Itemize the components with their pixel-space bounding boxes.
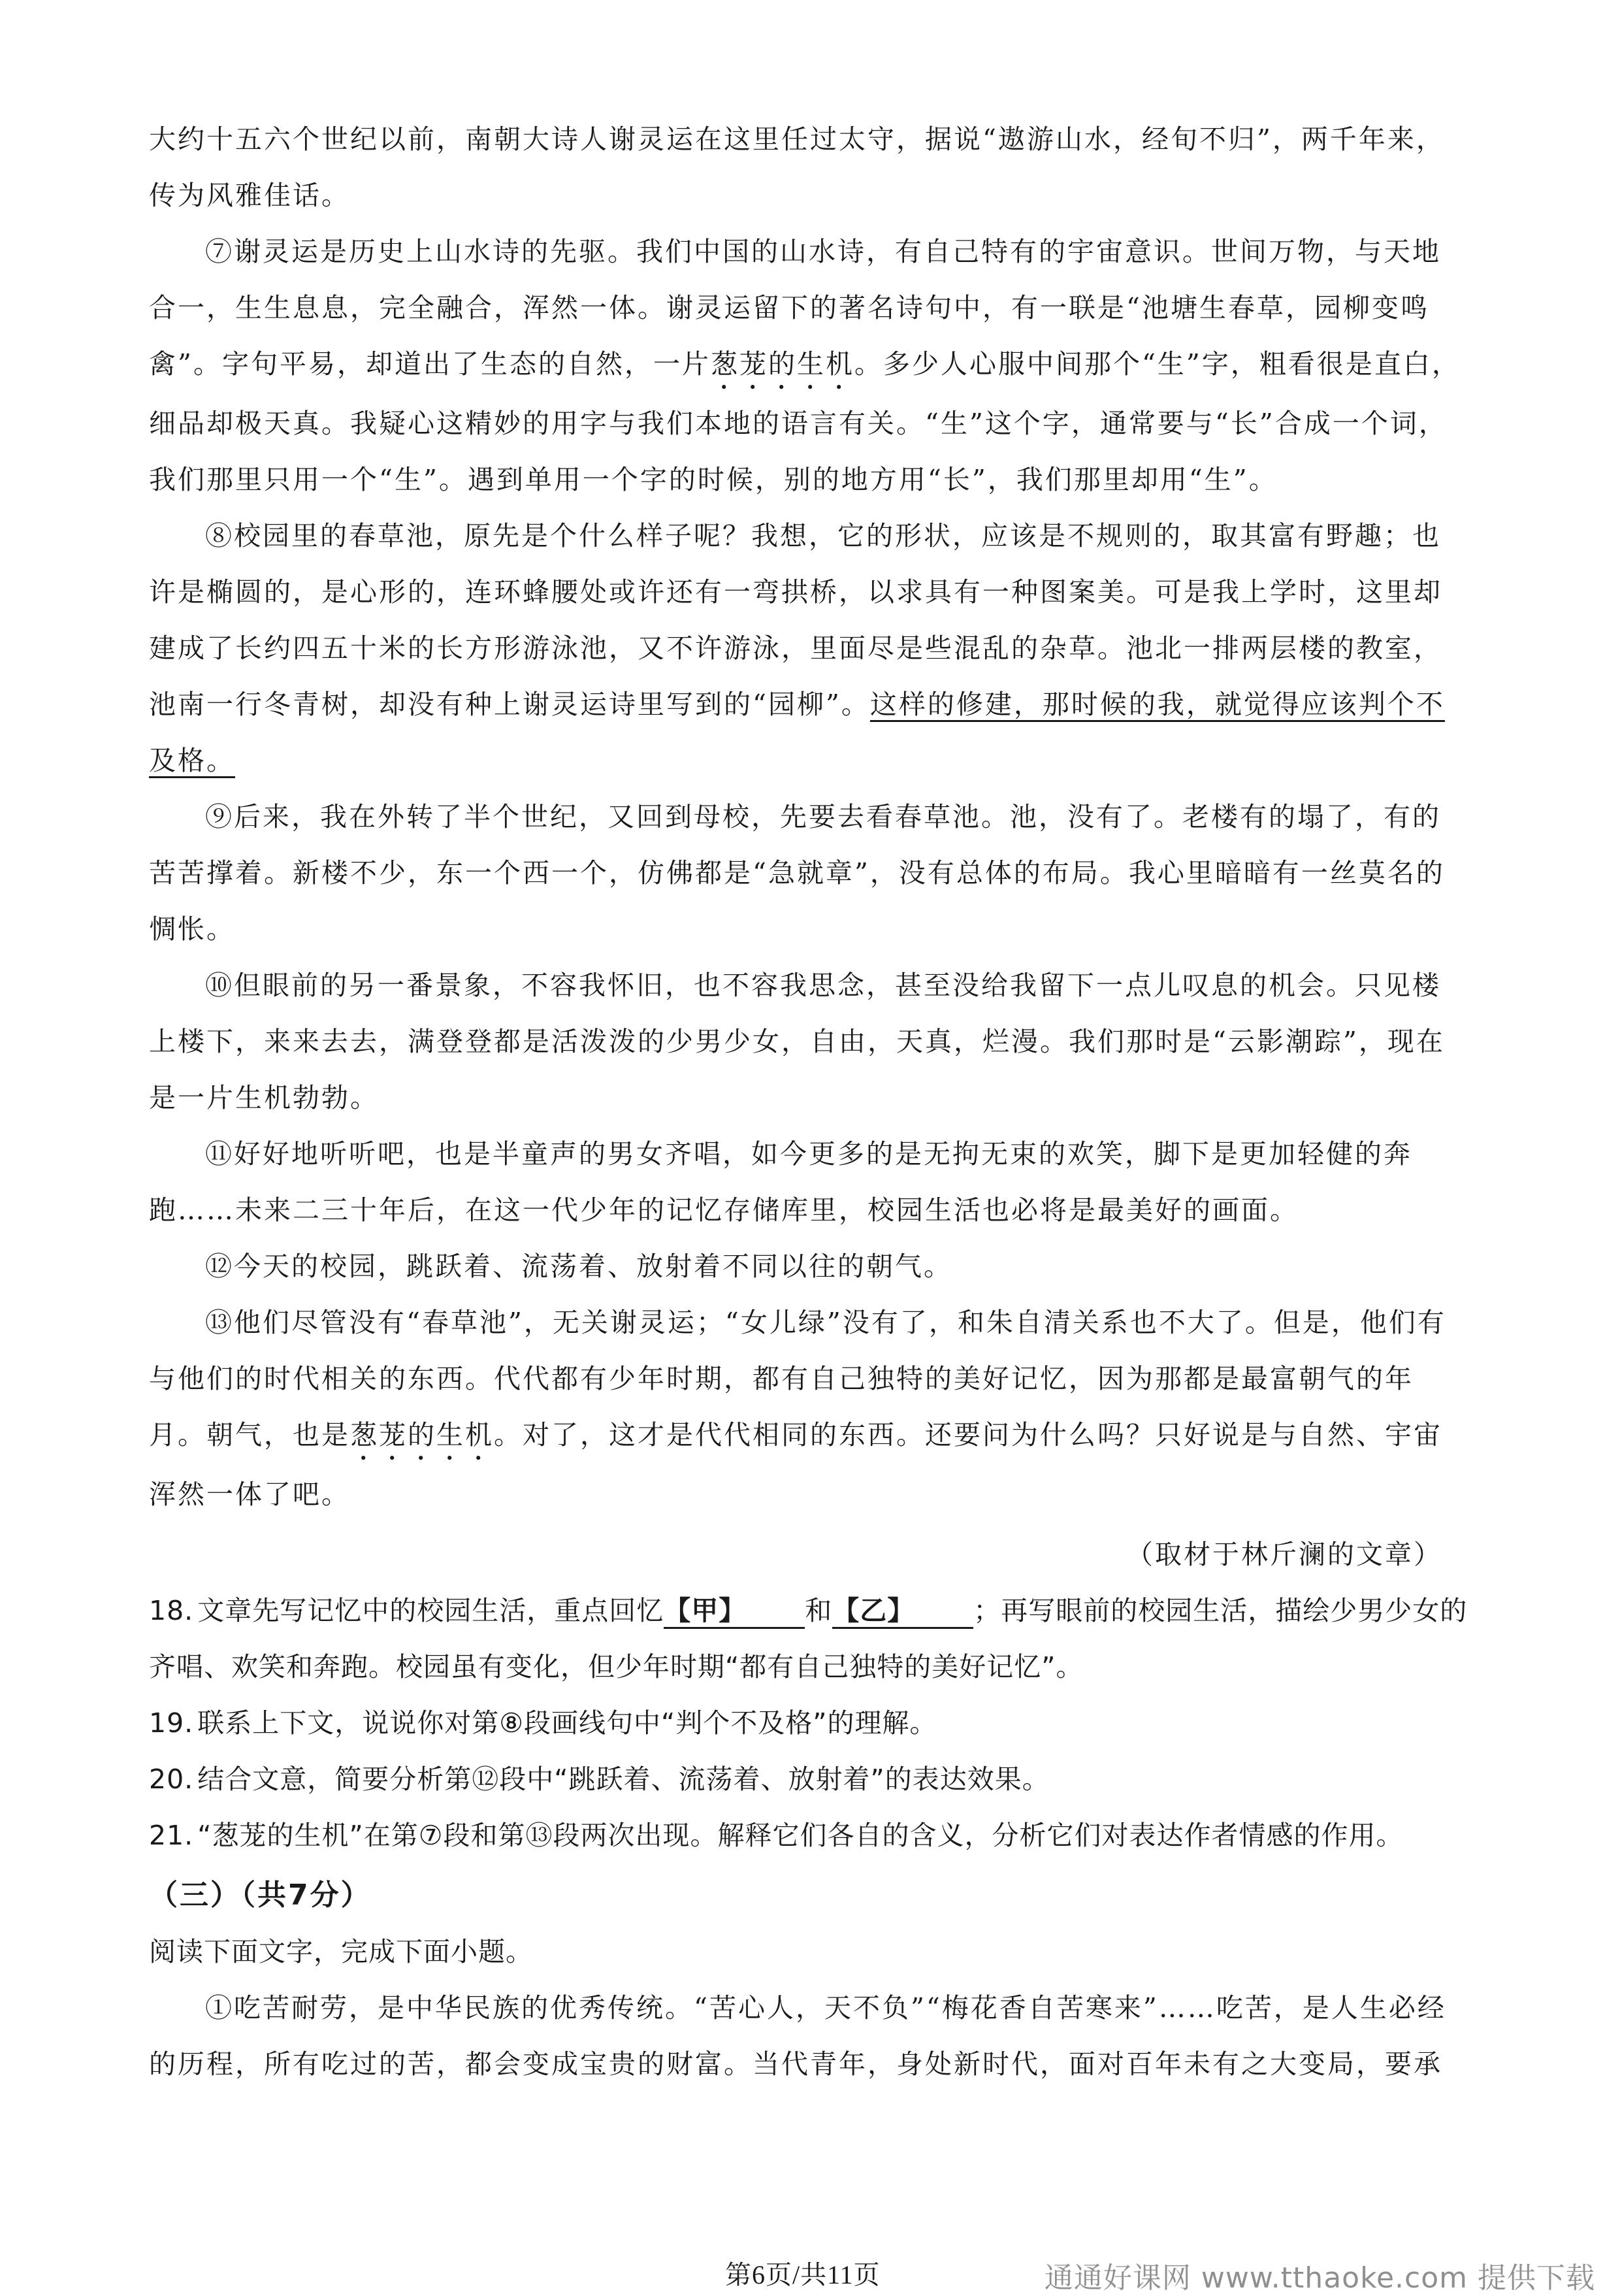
- question-18-conjunction: 和: [805, 1595, 833, 1626]
- section-3-paragraph-1: ①吃苦耐劳，是中华民族的优秀传统。“苦心人，天不负”“梅花香自苦寒来”……吃苦，是人生必经的历程，所有吃过的苦，都会变成宝贵的财富。当代青年，身处新时代，面对百年未有之大变局，要承: [149, 1992, 1446, 2080]
- blank-label-yi: 【乙】: [832, 1595, 915, 1626]
- question-number: 21.: [149, 1820, 194, 1851]
- emphasized-phrase: 葱茏的生机: [350, 1419, 494, 1451]
- passage-lead-paragraph: 大约十五六个世纪以前，南朝大诗人谢灵运在这里任过太守，据说“遨游山水，经旬不归”，两千年来，传为风雅佳话。: [149, 123, 1445, 211]
- page-content: [149, 111, 1468, 2092]
- question-19-text: 联系上下文，说说你对第⑧段画线句中“判个不及格”的理解。: [197, 1707, 937, 1739]
- section-3-heading: （三）（共7分）: [149, 1878, 372, 1912]
- paragraph-13: [149, 1294, 1468, 1522]
- underlined-sentence: 这样的修建，那时候的我，就觉得应该判个不及格。: [149, 689, 1445, 776]
- question-number: 19.: [149, 1707, 194, 1739]
- paragraph-7: [149, 223, 1468, 508]
- question-18: [149, 1583, 1468, 1695]
- paragraph-8: [149, 508, 1468, 789]
- page-number: 第6页/共11页: [725, 2260, 881, 2289]
- paragraph-7-text-b: 。多少人心服中间那个“生”字，粗看很是直白，细品却极天真。我疑心这精妙的用字与我们本地的语言有关。“生”这个字，通常要与“长”合成一个词，我们那里只用一个“生”。遇到单用一个字的时候，别的地方用“长”，我们那里却用“生”。: [149, 348, 1461, 495]
- source-citation: （取材于林斤澜的文章）: [1126, 1539, 1442, 1570]
- question-number: 20.: [149, 1763, 194, 1795]
- question-21: [149, 1807, 1468, 1863]
- question-18-text-b: ；再写眼前的校园生活，描绘少男少女的齐唱、欢笑和奔跑。校园虽有变化，但少年时期“都有自己独特的美好记忆”。: [149, 1595, 1468, 1682]
- paragraph-12: ⑫今天的校园，跳跃着、流荡着、放射着不同以往的朝气。: [205, 1251, 952, 1282]
- question-number: 18.: [149, 1595, 194, 1626]
- watermark-text: 通通好课网 www.tthaoke.com 提供下载: [1044, 2261, 1595, 2295]
- paragraph-13-text-b: 。对了，这才是代代相同的东西。还要问为什么吗？只好说是与自然、宇宙浑然一体了吧。: [149, 1419, 1442, 1510]
- paragraph-10: ⑩但眼前的另一番景象，不容我怀旧，也不容我思念，甚至没给我留下一点儿叹息的机会。只见楼上楼下，来来去去，满登登都是活泼泼的少男少女，自由，天真，烂漫。我们那时是“云影潮踪”，现在是一片生机勃勃。: [149, 970, 1445, 1113]
- question-19: [149, 1695, 1468, 1751]
- paragraph-13-text-a: ⑬他们尽管没有“春草池”，无关谢灵运；“女儿绿”没有了，和朱自清关系也不大了。但是，他们有与他们的时代相关的东西。代代都有少年时期，都有自己独特的美好记忆，因为那都是最富朝气的年月。朝气，也是: [149, 1307, 1446, 1451]
- paragraph-8-text: ⑧校园里的春草池，原先是个什么样子呢？我想，它的形状，应该是不规则的，取其富有野趣；也许是椭圆的，是心形的，连环蜂腰处或许还有一弯拱桥，以求具有一种图案美。可是我上学时，这里却建成了长约四五十米的长方形游泳池，又不许游泳，里面尽是些混乱的杂草。池北一排两层楼的教室，池南一行冬青树，却没有种上谢灵运诗里写到的“园柳”。: [149, 520, 1442, 720]
- section-3-instruction: 阅读下面文字，完成下面小题。: [149, 1936, 533, 1967]
- question-18-text-a: 文章先写记忆中的校园生活，重点回忆: [197, 1595, 664, 1626]
- question-20: [149, 1751, 1468, 1807]
- paragraph-11: ⑪好好地听听吧，也是半童声的男女齐唱，如今更多的是无拘无束的欢笑，脚下是更加轻健的奔跑……未来二三十年后，在这一代少年的记忆存储库里，校园生活也必将是最美好的画面。: [149, 1138, 1412, 1226]
- question-21-text: “葱茏的生机”在第⑦段和第⑬段两次出现。解释它们各自的含义，分析它们对表达作者情感的作用。: [197, 1820, 1404, 1851]
- question-20-text: 结合文意，简要分析第⑫段中“跳跃着、流荡着、放射着”的表达效果。: [197, 1763, 1050, 1795]
- emphasized-phrase: 葱茏的生机: [710, 348, 854, 380]
- answer-blank-jia[interactable]: [664, 1594, 805, 1629]
- paragraph-9: ⑨后来，我在外转了半个世纪，又回到母校，先要去看春草池。池，没有了。老楼有的塌了，有的苦苦撑着。新楼不少，东一个西一个，仿佛都是“急就章”，没有总体的布局。我心里暗暗有一丝莫名的惆怅。: [149, 801, 1445, 945]
- paragraph-7-text-a: ⑦谢灵运是历史上山水诗的先驱。我们中国的山水诗，有自己特有的宇宙意识。世间万物，与天地合一，生生息息，完全融合，浑然一体。谢灵运留下的著名诗句中，有一联是“池塘生春草，园柳变鸣禽”。字句平易，却道出了生态的自然，一片: [149, 236, 1441, 380]
- blank-label-jia: 【甲】: [664, 1595, 747, 1626]
- answer-blank-yi[interactable]: [832, 1594, 973, 1629]
